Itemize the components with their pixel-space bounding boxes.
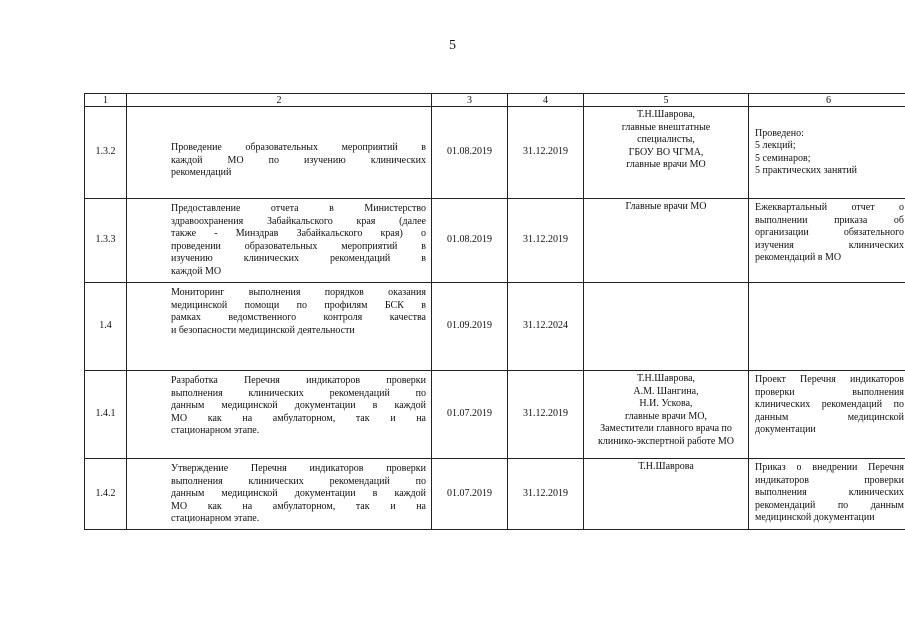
item-number: 1.4.1 (85, 371, 127, 459)
result-text-line: Проект Перечня индикаторов (755, 374, 904, 385)
responsible-text-line: ГБОУ ВО ЧГМА, (628, 146, 704, 158)
page-number: 5 (449, 38, 456, 53)
responsible-cell (584, 199, 749, 283)
action-text-line: Проведение образовательных мероприятий в (171, 142, 426, 154)
action-text-line: выполнения клинических рекомендаций по (171, 475, 426, 487)
result-text-line: Проведено: (755, 127, 804, 139)
responsible-text-line: Главные врачи МО (625, 201, 707, 212)
action-text-line: изучению клинических рекомендаций в (171, 253, 426, 264)
table-row (85, 283, 905, 371)
result-text-line: 5 семинаров; (755, 152, 811, 164)
start-date: 01.08.2019 (432, 107, 508, 199)
responsible-text-line: главные врачи МО, (624, 410, 707, 422)
action-text-line: каждой МО по изучению клинических (171, 154, 426, 166)
table-body (85, 94, 905, 530)
responsible-text-line: Т.Н.Шаврова, (636, 373, 696, 384)
result-text-line: документации (755, 424, 816, 435)
table-row (85, 107, 905, 199)
result-text-line: данным медицинской (755, 411, 904, 423)
responsible-text-line: клинико-экспертной работе МО (598, 435, 734, 447)
table-row (85, 371, 905, 459)
result-cell (749, 199, 905, 283)
column-header: 5 (584, 94, 749, 107)
column-header: 3 (432, 94, 508, 107)
item-number: 1.3.3 (85, 199, 127, 283)
responsible-cell (584, 283, 749, 371)
result-text-line: рекомендаций по данным (755, 499, 904, 511)
item-number: 1.4 (85, 283, 127, 371)
action-cell (127, 371, 432, 459)
responsible-text-line: главные внештатные (621, 121, 711, 133)
action-text-line: выполнения клинических рекомендаций по (171, 387, 426, 399)
result-cell (749, 371, 905, 459)
column-header: 6 (749, 94, 905, 107)
result-text-line: Приказ о внедрении Перечня (755, 462, 904, 473)
responsible-text-line: главные врачи МО (626, 159, 706, 170)
end-date: 31.12.2019 (508, 371, 584, 459)
result-text-line: индикаторов проверки (755, 474, 904, 486)
table-header-row (85, 94, 905, 107)
result-text-line: рекомендаций в МО (755, 252, 842, 263)
result-cell (749, 283, 905, 371)
start-date: 01.08.2019 (432, 199, 508, 283)
result-text-line: 5 практических занятий (755, 165, 858, 176)
end-date: 31.12.2024 (508, 283, 584, 371)
responsible-text-line: Заместители главного врача по (600, 423, 732, 434)
result-text-line: выполнении приказа об (755, 214, 904, 226)
responsible-cell (584, 371, 749, 459)
action-text-line: МО как на амбулаторном, так и на (171, 412, 426, 424)
column-header: 1 (85, 94, 127, 107)
responsible-text-line: Т.Н.Шаврова, (636, 109, 696, 120)
action-text-line: данным медицинской документации в каждой (171, 488, 426, 499)
action-text-line: Разработка Перечня индикаторов проверки (171, 375, 426, 386)
action-text-line: МО как на амбулаторном, так и на (171, 500, 426, 512)
start-date: 01.07.2019 (432, 459, 508, 530)
action-text-line: рекомендаций (171, 167, 232, 179)
start-date: 01.07.2019 (432, 371, 508, 459)
action-text-line: также - Минздрав Забайкальского края) о (171, 228, 426, 239)
action-text-line: каждой МО (171, 265, 222, 277)
action-text-line: здравоохранения Забайкальского края (далее (171, 215, 426, 227)
action-text-line: Утверждение Перечня индикаторов проверки (171, 463, 426, 474)
result-text-line: изучения клинических (755, 239, 904, 251)
plan-table (84, 93, 905, 530)
action-cell (127, 199, 432, 283)
column-header: 2 (127, 94, 432, 107)
table-row (85, 459, 905, 530)
responsible-text-line: Т.Н.Шаврова (638, 461, 694, 472)
result-cell (749, 107, 905, 199)
action-text-line: данным медицинской документации в каждой (171, 400, 426, 411)
action-text-line: рамках ведомственного контроля качества (171, 312, 426, 323)
result-text-line: Ежеквартальный отчет о (755, 202, 904, 213)
table-row (85, 199, 905, 283)
result-text-line: выполнения клинических (755, 487, 904, 498)
result-cell (749, 459, 905, 530)
action-text-line: Мониторинг выполнения порядков оказания (171, 287, 426, 298)
action-text-line: стационарном этапе. (171, 513, 260, 524)
column-header: 4 (508, 94, 584, 107)
result-text-line: организации обязательного (755, 227, 904, 238)
action-cell (127, 107, 432, 199)
responsible-cell (584, 459, 749, 530)
action-text-line: и безопасности медицинской деятельности (171, 324, 355, 336)
action-text-line: стационарном этапе. (171, 425, 260, 436)
start-date: 01.09.2019 (432, 283, 508, 371)
action-text-line: проведении образовательных мероприятий в (171, 240, 426, 252)
action-text-line: Предоставление отчета в Министерство (171, 203, 426, 214)
item-number: 1.3.2 (85, 107, 127, 199)
responsible-cell (584, 107, 749, 199)
responsible-text-line: специалисты, (637, 134, 695, 145)
end-date: 31.12.2019 (508, 199, 584, 283)
result-text-line: проверки выполнения (755, 386, 904, 398)
end-date: 31.12.2019 (508, 107, 584, 199)
result-text-line: медицинской документации (755, 512, 875, 523)
end-date: 31.12.2019 (508, 459, 584, 530)
responsible-text-line: Н.И. Ускова, (639, 398, 693, 409)
item-number: 1.4.2 (85, 459, 127, 530)
action-cell (127, 283, 432, 371)
responsible-text-line: А.М. Шангина, (633, 385, 699, 397)
action-text-line: медицинской помощи по профилям БСК в (171, 299, 426, 311)
result-text-line: 5 лекций; (755, 140, 796, 151)
action-cell (127, 459, 432, 530)
result-text-line: клинических рекомендаций по (755, 399, 904, 410)
